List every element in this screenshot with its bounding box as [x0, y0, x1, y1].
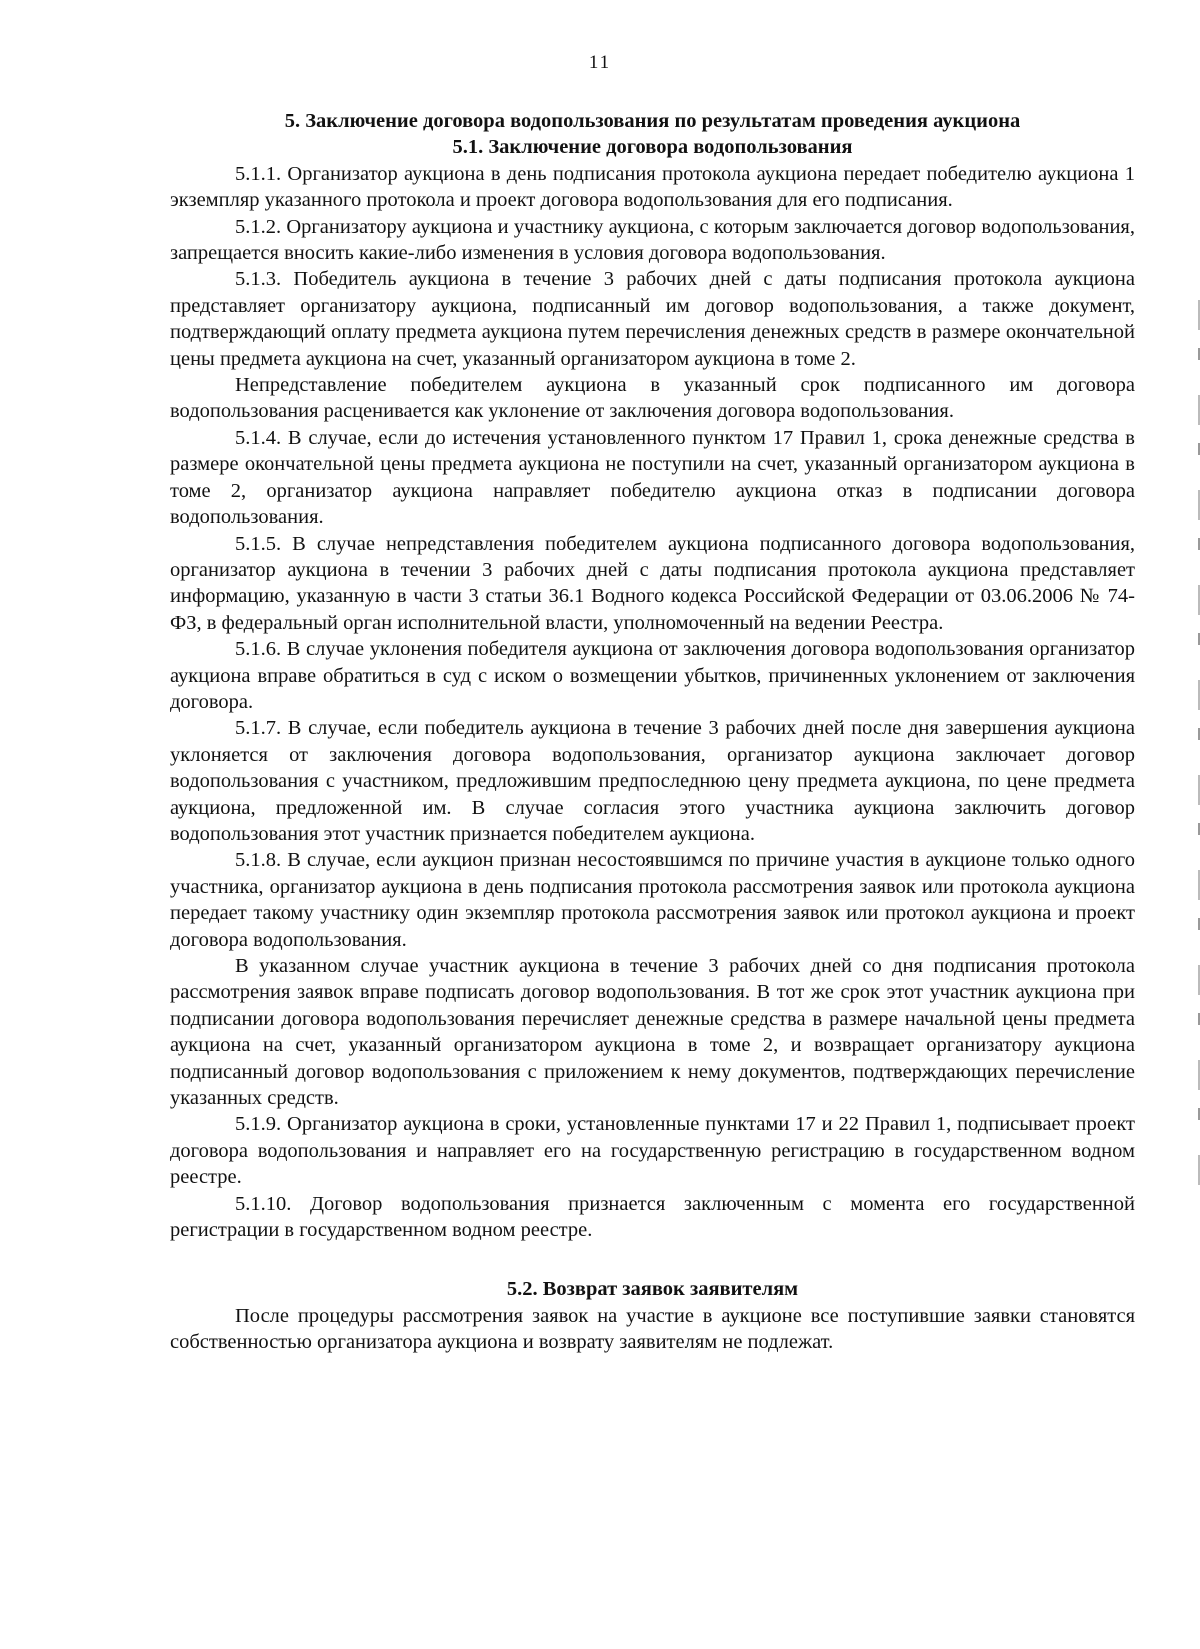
- paragraph-5-1-2: 5.1.2. Организатору аукциона и участнику аукциона, с которым заключается договор водопользования, запрещается вносить какие-либо изменения в условия договора водопользования.: [170, 215, 1135, 265]
- paragraph-5-1-3-continued: Непредставление победителем аукциона в указанный срок подписанного им договора водопользования расценивается как уклонение от заключения договора водопользования.: [170, 374, 1135, 423]
- paragraph-5-1-6: 5.1.6. В случае уклонения победителя аукциона от заключения договора водопользования организатор аукциона вправе обратиться в суд с иском о возмещении убытков, причиненных уклонением от заключения договора.: [170, 638, 1135, 713]
- paragraph-5-1-7: 5.1.7. В случае, если победитель аукциона в течение 3 рабочих дней после дня завершения аукциона уклоняется от заключения договора водопользования, организатор аукциона заключает договор водопользования с участником, предложившим предпоследнюю цену предмета аукциона, по цене предмета аукциона, предложенной им. В случае согласия этого участника аукциона заключить договор водопользования этот участник признается победителем аукциона.: [170, 717, 1135, 845]
- paragraph-5-1-4: 5.1.4. В случае, если до истечения установленного пунктом 17 Правил 1, срока денежные средства в размере окончательной цены предмета аукциона не поступили на счет, указанный организатором аукциона в томе 2, организатор аукциона направляет победителю аукциона отказ в подписании договора водопользования.: [170, 426, 1135, 529]
- section-5-2-title: 5.2. Возврат заявок заявителям: [506, 1278, 799, 1301]
- page-number: 11: [588, 52, 612, 73]
- paragraph-5-1-1: 5.1.1. Организатор аукциона в день подписания протокола аукциона передает победителю аукциона 1 экземпляр указанного протокола и проект договора водопользования для его подписания.: [170, 162, 1135, 212]
- paragraph-5-1-3: 5.1.3. Победитель аукциона в течение 3 рабочих дней с даты подписания протокола аукциона представляет организатору аукциона, подписанный им договор водопользования, а также документ, подтверждающий оплату предмета аукциона путем перечисления денежных средств в размере окончательной цены предмета аукциона на счет, указанный организатором аукциона в томе 2.: [170, 268, 1135, 370]
- document-body: [170, 108, 1135, 1356]
- paragraph-5-1-8-continued: В указанном случае участник аукциона в течение 3 рабочих дней со дня подписания протокола рассмотрения заявок вправе подписать договор водопользования. В тот же срок этот участник аукциона при подписании договора водопользования перечисляет денежные средства в размере начальной цены предмета аукциона на счет, указанный организатором аукциона в томе 2, и возвращает организатору аукциона подписанный договор водопользования с приложением к нему документов, подтверждающих перечисление указанных средств.: [170, 955, 1135, 1110]
- paragraph-5-1-5: 5.1.5. В случае непредставления победителем аукциона подписанного договора водопользования, организатор аукциона в течении 3 рабочих дней с даты подписания протокола аукциона представляет информацию, указанную в части 3 статьи 36.1 Водного кодекса Российской Федерации от 03.06.2006 № 74-ФЗ, в федеральный орган исполнительной власти, уполномоченный на ведении Реестра.: [170, 532, 1135, 634]
- paragraph-5-1-8: 5.1.8. В случае, если аукцион признан несостоявшимся по причине участия в аукционе только одного участника, организатор аукциона в день подписания протокола рассмотрения заявок или протокола аукциона передает такому участнику один экземпляр протокола рассмотрения заявок или протокол аукциона и проект договора водопользования.: [170, 849, 1135, 951]
- section-5-title: 5. Заключение договора водопользования по результатам проведения аукциона: [284, 110, 1021, 132]
- paragraph-5-1-10: 5.1.10. Договор водопользования признается заключенным с момента его государственной регистрации в государственном водном реестре.: [170, 1192, 1135, 1242]
- section-5-1-title: 5.1. Заключение договора водопользования: [452, 136, 853, 159]
- paragraph-5-1-9: 5.1.9. Организатор аукциона в сроки, установленные пунктами 17 и 22 Правил 1, подписывает проект договора водопользования и направляет его на государственную регистрацию в государственном водном реестре.: [170, 1113, 1135, 1189]
- paragraph-5-2: После процедуры рассмотрения заявок на участие в аукционе все поступившие заявки становятся собственностью организатора аукциона и возврату заявителям не подлежат.: [170, 1304, 1135, 1354]
